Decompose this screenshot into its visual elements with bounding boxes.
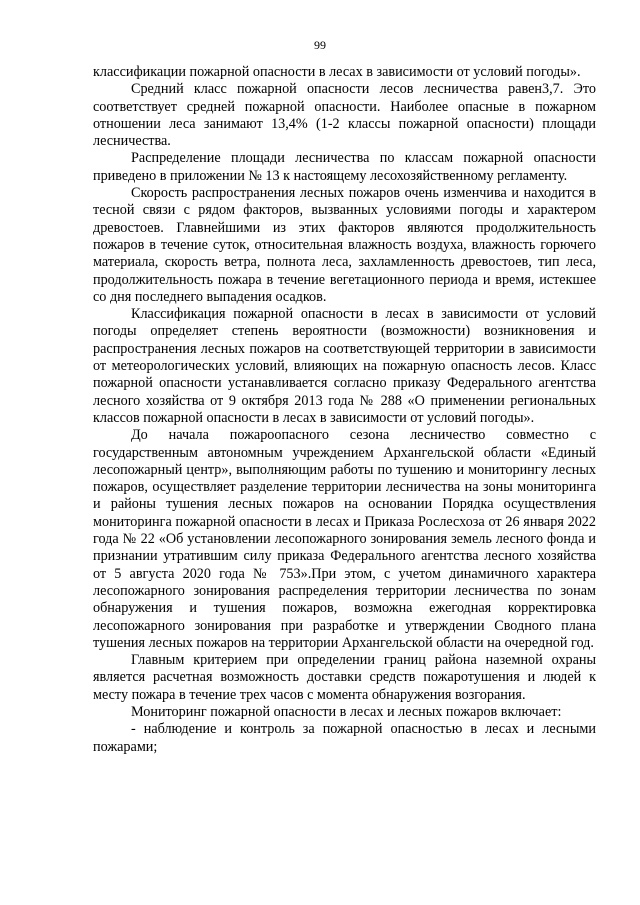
paragraph: Скорость распространения лесных пожаров очень изменчива и находится в тесной связи с рядом факторов, вызванных условиями погоды и характером древостоев. Главнейшими из этих факторов являются продолжительность пожаров в течение суток, относительная влажность воздуха, влажность горючего материала, скорость ветра, полнота леса, захламленность древостоев, тип леса, продолжительность пожара в течение вегетационного периода и время, истекшее со дня последнего выпадения осадков. xyxy=(93,185,596,305)
paragraph: До начала пожароопасного сезона лесничество совместно с государственным автономным учреждением Архангельской области «Единый лесопожарный центр», выполняющим работы по тушению и мониторингу лесных пожаров, осуществляет разделение территории лесничества на зоны мониторинга и районы тушения лесных пожаров на основании Порядка осуществления мониторинга пожарной опасности в лесах и Приказа Рослесхоза от 26 января 2022 года № 22 «Об установлении лесопожарного зонирования земель лесного фонда и признании утратившим силу приказа Федерального агентства лесного хозяйства от 5 августа 2020 года № 753».При этом, с учетом динамичного характера лесопожарного зонирования распределения территории лесничества по зонам обнаружения и тушения пожаров, возможна ежегодная корректировка лесопожарного зонирования при разработке и утверждении Сводного плана тушения лесных пожаров на территории Архангельской области на очередной год. xyxy=(93,427,596,651)
paragraph: Главным критерием при определении границ района наземной охраны является расчетная возможность доставки средств пожаротушения и людей к месту пожара в течение трех часов с момента обнаружения возгорания. xyxy=(93,652,596,703)
paragraph: Распределение площади лесничества по классам пожарной опасности приведено в приложении № 13 к настоящему лесохозяйственному регламенту. xyxy=(93,150,596,184)
paragraph: классификации пожарной опасности в лесах в зависимости от условий погоды». xyxy=(93,64,581,80)
list-item: - наблюдение и контроль за пожарной опасностью в лесах и лесными пожарами; xyxy=(93,721,596,755)
page-number: 99 xyxy=(314,38,326,52)
paragraph: Классификация пожарной опасности в лесах в зависимости от условий погоды определяет степень вероятности (возможности) возникновения и распространения лесных пожаров на соответствующей территории в зависимости от метеорологических условий, влияющих на пожарную опасность лесов. Класс пожарной опасности устанавливается согласно приказу Федерального агентства лесного хозяйства от 9 октября 2013 года № 288 «О применении региональных классов пожарной опасности в лесах в зависимости от условий погоды». xyxy=(93,306,596,426)
document-body xyxy=(93,64,596,756)
paragraph: Мониторинг пожарной опасности в лесах и лесных пожаров включает: xyxy=(131,703,562,720)
paragraph: Средний класс пожарной опасности лесов лесничества равен3,7. Это соответствует средней пожарной опасности. Наиболее опасные в пожарном отношении леса занимают 13,4% (1-2 классы пожарной опасности) площади лесничества. xyxy=(93,81,596,150)
